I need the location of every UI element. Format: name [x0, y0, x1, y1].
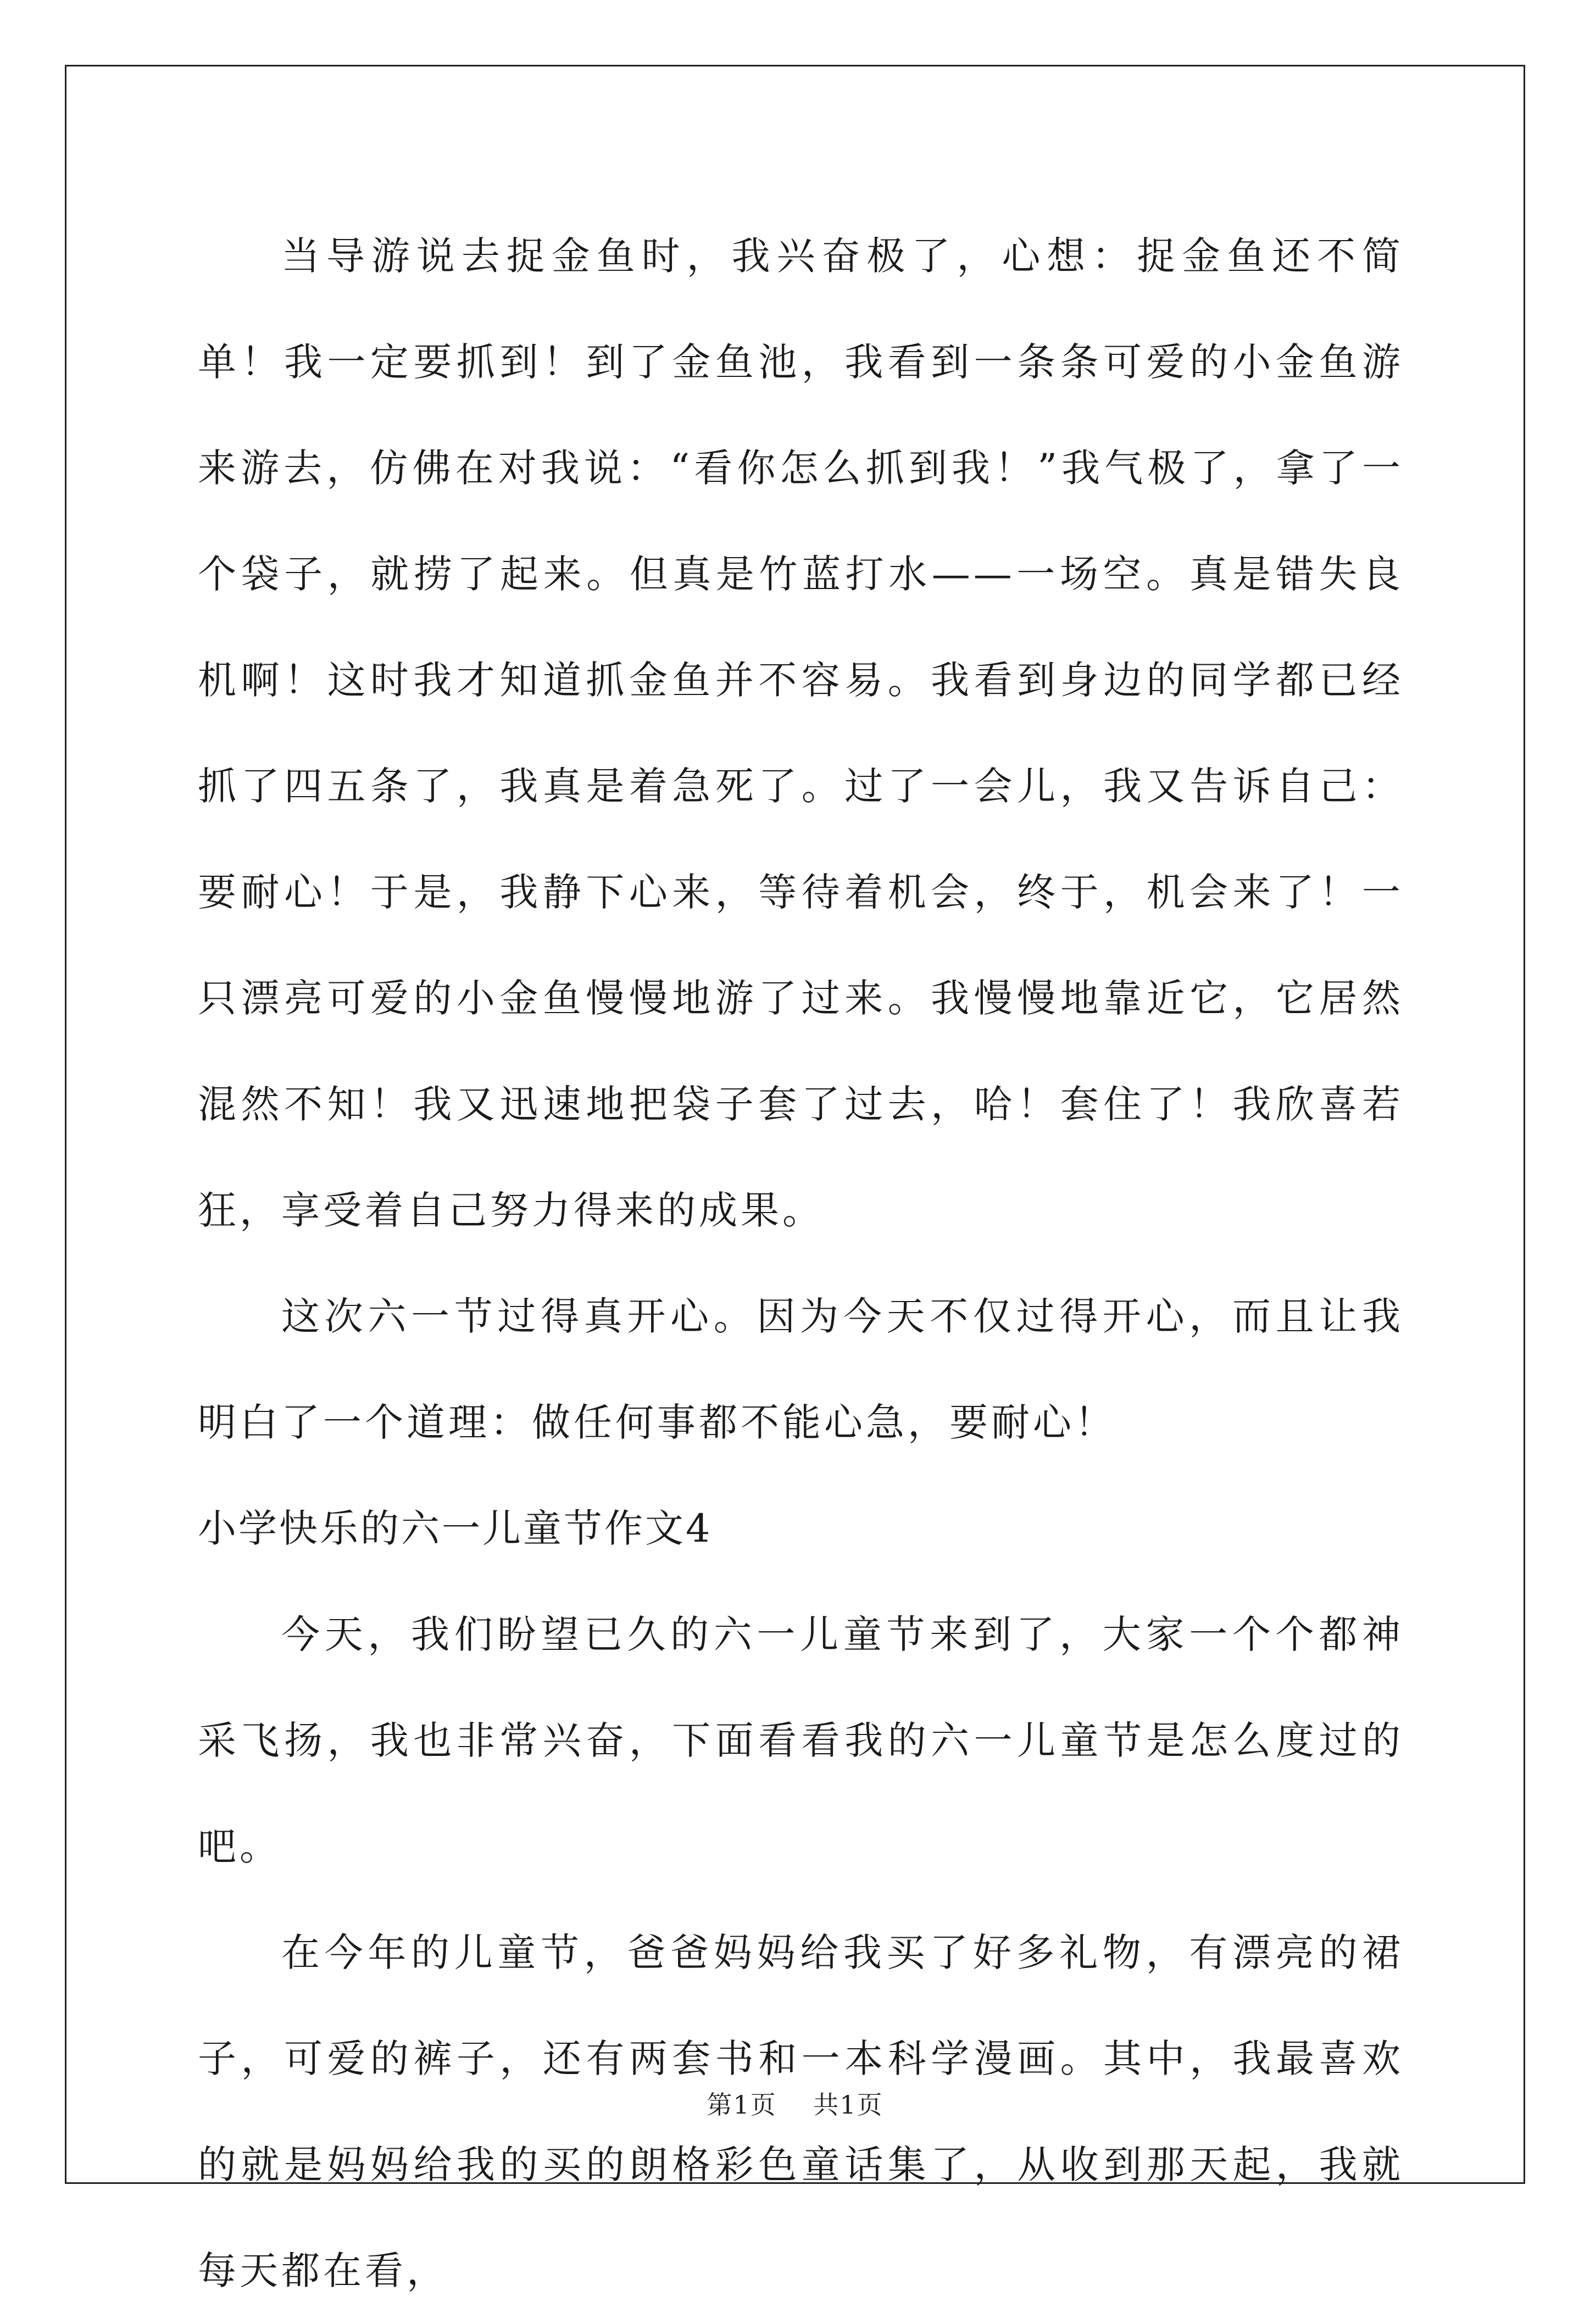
page-number: 第1页 [707, 2090, 777, 2120]
paragraph-goldfish: 当导游说去捉金鱼时，我兴奋极了，心想：捉金鱼还不简单！我一定要抓到！到了金鱼池，我看到一条条可爱的小金鱼游来游去，仿佛在对我说：“看你怎么抓到我！”我气极了，拿了一个袋子，就捞了起来。但真是竹蓝打水——一场空。真是错失良机啊！这时我才知道抓金鱼并不容易。我看到身边的同学都已经抓了四五条了，我真是着急死了。过了一会儿，我又告诉自己：要耐心！于是，我静下心来，等待着机会，终于，机会来了！一只漂亮可爱的小金鱼慢慢地游了过来。我慢慢地靠近它，它居然混然不知！我又迅速地把袋子套了过去，哈！套住了！我欣喜若狂，享受着自己努力得来的成果。 [198, 233, 1404, 1233]
paragraph-gifts: 在今年的儿童节，爸爸妈妈给我买了好多礼物，有漂亮的裙子，可爱的裤子，还有两套书和一本科学漫画。其中，我最喜欢的就是妈妈给我的买的朗格彩色童话集了，从收到那天起，我就每天都在看， [198, 1930, 1404, 2293]
essay-heading: 小学快乐的六一儿童节作文4 [198, 1506, 713, 1551]
document-body [198, 203, 1404, 2324]
paragraph-childrens-day: 今天，我们盼望已久的六一儿童节来到了，大家一个个都神采飞扬，我也非常兴奋，下面看看我的六一儿童节是怎么度过的吧。 [198, 1612, 1404, 1869]
page-footer [0, 2085, 1590, 2121]
page-total: 共1页 [813, 2090, 883, 2120]
paragraph-lesson: 这次六一节过得真开心。因为今天不仅过得开心，而且让我明白了一个道理：做任何事都不能心急，要耐心！ [198, 1294, 1404, 1445]
